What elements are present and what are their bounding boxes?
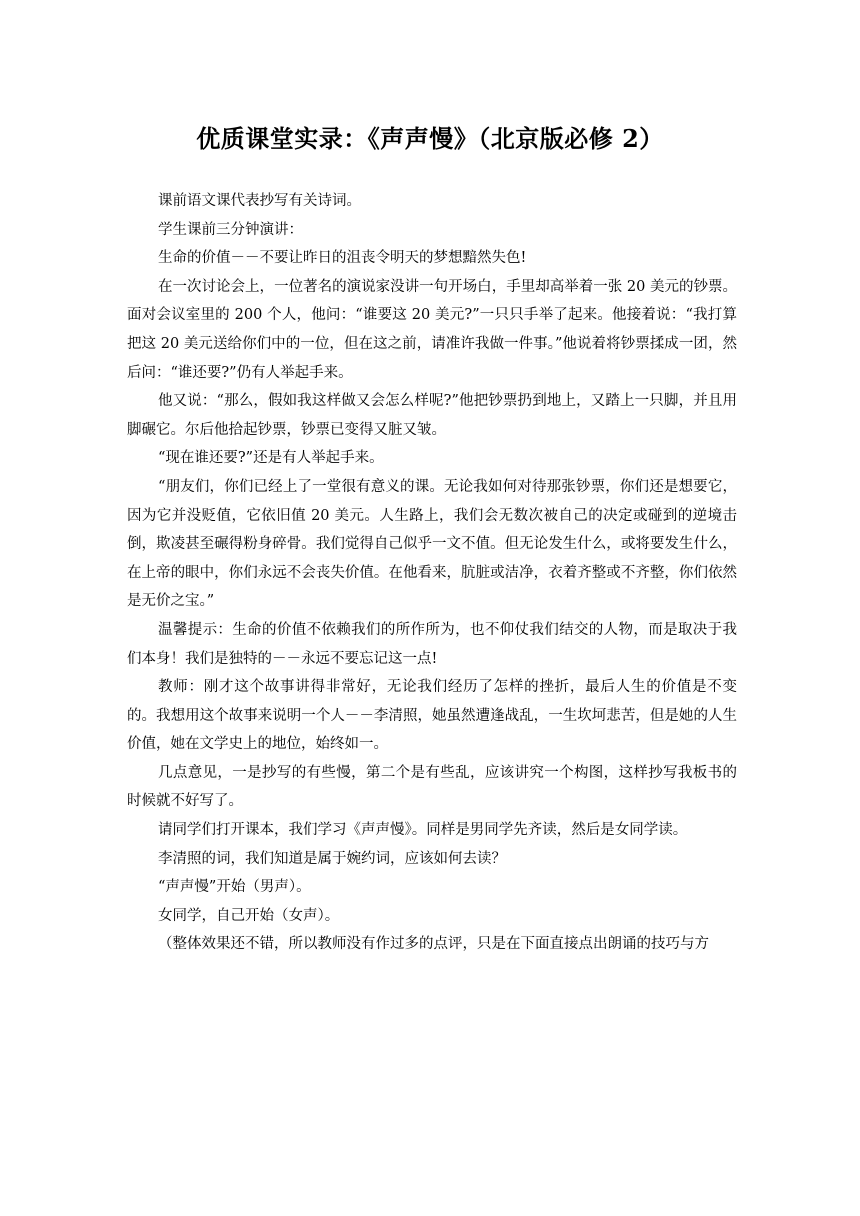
document-title: 优质课堂实录：《声声慢》（北京版必修 2） (196, 124, 664, 154)
paragraph: 温馨提示：生命的价值不依赖我们的所作所为，也不仰仗我们结交的人物，而是取决于我们本身！我们是独特的－－永远不要忘记这一点! (127, 621, 737, 667)
paragraph: “现在谁还要?”还是有人举起手来。 (158, 450, 384, 467)
paragraph: “朋友们，你们已经上了一堂很有意义的课。无论我如何对待那张钞票，你们还是想要它，因为它并没贬值，它依旧值 20 美元。人生路上，我们会无数次被自己的决定或碰到的逆境击倒，欺凌甚至碾得粉身碎骨。我们觉得自己似乎一文不值。但无论发生什么，或将要发生什么，在上帝的眼中，你们永远不会丧失价值。在他看来，肮脏或洁净，衣着齐整或不齐整，你们依然是无价之宝。” (127, 478, 737, 610)
paragraph: 请同学们打开课本，我们学习《声声慢》。同样是男同学先齐读，然后是女同学读。 (158, 822, 688, 839)
paragraph: 女同学，自己开始（女声）。 (158, 907, 340, 924)
paragraph: “声声慢”开始（男声）。 (158, 879, 311, 896)
paragraph: 生命的价值－－不要让昨日的沮丧令明天的梦想黯然失色! (158, 250, 527, 267)
paragraph: 课前语文课代表抄写有关诗词。 (158, 193, 361, 209)
paragraph: 教师：刚才这个故事讲得非常好，无论我们经历了怎样的挫折，最后人生的价值是不变的。我想用这个故事来说明一个人－－李清照，她虽然遭逢战乱，一生坎坷悲苦，但是她的人生价值，她在文学史上的地位，始终如一。 (127, 679, 737, 753)
document-body (127, 187, 737, 959)
paragraph: 几点意见，一是抄写的有些慢，第二个是有些乱，应该讲究一个构图，这样抄写我板书的时候就不好写了。 (127, 764, 737, 810)
paragraph: 在一次讨论会上，一位著名的演说家没讲一句开场白，手里却高举着一张 20 美元的钞票。面对会议室里的 200 个人，他问：“谁要这 20 美元?”一只只手举了起来。他接着说：“我打算把这 20 美元送给你们中的一位，但在这之前，请准许我做一件事。”他说着将钞票揉成一团，然后问：“谁还要?”仍有人举起手来。 (127, 278, 737, 381)
paragraph: 学生课前三分钟演讲： (158, 221, 303, 238)
paragraph: 他又说：“那么，假如我这样做又会怎么样呢?”他把钞票扔到地上，又踏上一只脚，并且用脚碾它。尔后他拾起钞票，钞票已变得又脏又皱。 (127, 393, 737, 438)
paragraph: 李清照的词，我们知道是属于婉约词，应该如何去读？ (158, 850, 506, 867)
paragraph: （整体效果还不错，所以教师没有作过多的点评，只是在下面直接点出朗诵的技巧与方 (158, 936, 709, 953)
